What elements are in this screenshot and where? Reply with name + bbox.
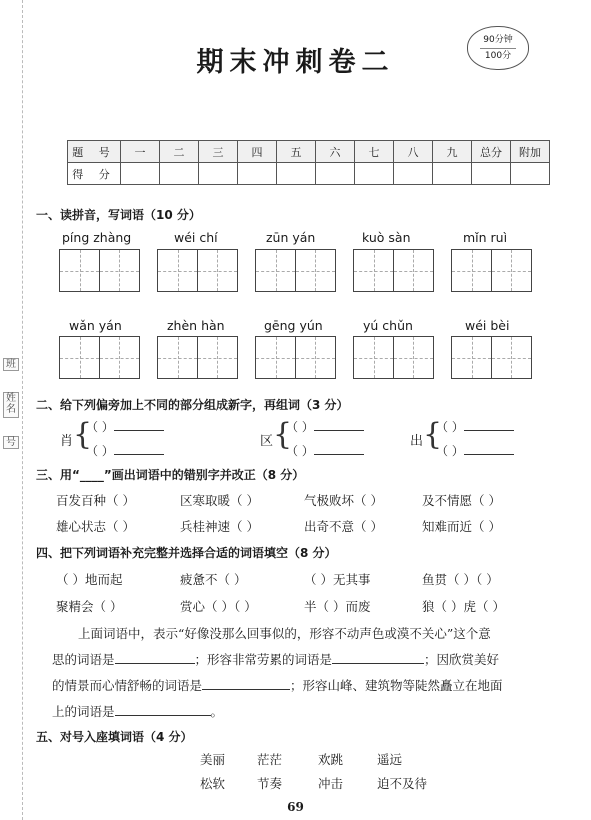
page-number: 69 — [287, 800, 304, 814]
score-col: 四 — [238, 141, 277, 163]
word-option: 松软 — [200, 776, 226, 791]
brace-icon: { — [273, 417, 293, 452]
score-table — [67, 140, 550, 185]
section-4-title: 四、把下列词语补充完整并选择合适的词语填空（8 分） — [36, 546, 337, 560]
radical: 出 — [410, 434, 424, 449]
fill-blank[interactable] — [115, 651, 195, 664]
answer-underline[interactable] — [114, 443, 164, 455]
score-input-cell[interactable] — [199, 163, 238, 185]
word-option: 冲击 — [318, 776, 344, 791]
idiom-item[interactable]: 雄心状志（ ） — [56, 519, 135, 534]
idiom-item[interactable]: 气极败坏（ ） — [304, 493, 383, 508]
score-row-label: 得 分 — [68, 163, 121, 185]
idiom-fill-item[interactable]: 狼（ ）虎（ ） — [422, 599, 505, 614]
section-2-title: 二、给下列偏旁加上不同的部分组成新字，再组词（3 分） — [36, 398, 349, 412]
writing-grid[interactable] — [451, 249, 532, 292]
word-option: 美丽 — [200, 752, 226, 767]
answer-underline[interactable] — [314, 443, 364, 455]
score-col: 九 — [433, 141, 472, 163]
pinyin-label: wéi bèi — [465, 318, 510, 333]
pinyin-label: kuò sàn — [362, 230, 411, 245]
writing-grid[interactable] — [255, 249, 336, 292]
answer-underline[interactable] — [314, 419, 364, 431]
score-input-cell[interactable] — [511, 163, 550, 185]
answer-line[interactable]: （ ） — [86, 418, 164, 435]
score-input-cell[interactable] — [238, 163, 277, 185]
idiom-fill-item[interactable]: 半（ ）而废 — [304, 599, 371, 614]
writing-grid[interactable] — [59, 336, 140, 379]
score-col: 六 — [316, 141, 355, 163]
score-input-cell[interactable] — [160, 163, 199, 185]
answer-underline[interactable] — [464, 419, 514, 431]
fill-blank[interactable] — [332, 651, 424, 664]
idiom-fill-item[interactable]: （ ）无其事 — [304, 572, 371, 587]
idiom-item[interactable]: 百发百种（ ） — [56, 493, 135, 508]
section-3-title: 三、用“____”画出词语中的错别字并改正（8 分） — [36, 468, 305, 482]
badge-time: 90分钟 — [483, 35, 513, 45]
score-input-cell[interactable] — [394, 163, 433, 185]
paragraph-line: 上面词语中，表示“好像没那么回事似的，形容不动声色或漠不关心”这个意 — [78, 626, 491, 641]
score-input-cell[interactable] — [355, 163, 394, 185]
score-col-extra: 附加 — [511, 141, 550, 163]
section-1-title: 一、读拼音，写词语（10 分） — [36, 208, 201, 222]
fill-blank[interactable] — [115, 703, 211, 716]
score-col: 七 — [355, 141, 394, 163]
pinyin-label: mǐn ruì — [463, 230, 508, 245]
word-option: 节奏 — [257, 776, 283, 791]
pinyin-label: píng zhàng — [62, 230, 132, 245]
time-score-badge — [467, 26, 529, 70]
brace-icon: { — [73, 417, 93, 452]
badge-score: 100分 — [484, 51, 512, 61]
pinyin-label: wǎn yán — [69, 318, 122, 333]
idiom-item[interactable]: 知难而近（ ） — [422, 519, 501, 534]
score-input-cell[interactable] — [433, 163, 472, 185]
writing-grid[interactable] — [451, 336, 532, 379]
answer-line[interactable]: （ ） — [286, 442, 364, 459]
idiom-fill-item[interactable]: 聚精会（ ） — [56, 599, 123, 614]
binding-mark: 班 — [3, 358, 19, 371]
answer-line[interactable]: （ ） — [436, 418, 514, 435]
word-option: 欢跳 — [318, 752, 344, 767]
binding-mark: 姓名 — [3, 392, 19, 418]
word-option: 茫茫 — [257, 752, 283, 767]
score-input-cell[interactable] — [277, 163, 316, 185]
answer-line[interactable]: （ ） — [436, 442, 514, 459]
idiom-fill-item[interactable]: 疲惫不（ ） — [180, 572, 247, 587]
word-option: 遥远 — [377, 752, 403, 767]
word-option: 迫不及待 — [377, 776, 428, 791]
answer-line[interactable]: （ ） — [86, 442, 164, 459]
pinyin-label: zūn yán — [266, 230, 316, 245]
idiom-item[interactable]: 及不情愿（ ） — [422, 493, 501, 508]
score-col: 三 — [199, 141, 238, 163]
page-title: 期末冲刺卷二 — [196, 47, 395, 78]
writing-grid[interactable] — [157, 249, 238, 292]
score-input-cell[interactable] — [121, 163, 160, 185]
fill-blank[interactable] — [202, 677, 290, 690]
writing-grid[interactable] — [59, 249, 140, 292]
pinyin-label: zhèn hàn — [167, 318, 225, 333]
pinyin-label: yú chǔn — [363, 318, 413, 333]
score-col: 八 — [394, 141, 433, 163]
idiom-item[interactable]: 区寒取暖（ ） — [180, 493, 259, 508]
radical: 区 — [260, 434, 274, 449]
paragraph-line: 的情景而心情舒畅的词语是 ；形容山峰、建筑物等陡然矗立在地面 — [52, 678, 503, 693]
score-table-header: 题 号 — [68, 141, 121, 163]
score-col: 二 — [160, 141, 199, 163]
idiom-fill-item[interactable]: （ ）地而起 — [56, 572, 123, 587]
writing-grid[interactable] — [157, 336, 238, 379]
pinyin-label: wéi chí — [174, 230, 218, 245]
writing-grid[interactable] — [255, 336, 336, 379]
brace-icon: { — [423, 417, 443, 452]
paragraph-line: 思的词语是 ；形容非常劳累的词语是 ；因欣赏美好 — [52, 652, 500, 667]
binding-mark: 号 — [3, 436, 19, 449]
idiom-item[interactable]: 出奇不意（ ） — [304, 519, 383, 534]
writing-grid[interactable] — [353, 249, 434, 292]
section-5-title: 五、对号入座填词语（4 分） — [36, 730, 193, 744]
score-col-total: 总分 — [472, 141, 511, 163]
score-col: 一 — [121, 141, 160, 163]
paragraph-line: 上的词语是 。 — [52, 704, 224, 719]
pinyin-label: gēng yún — [264, 318, 323, 333]
writing-grid[interactable] — [353, 336, 434, 379]
score-input-cell[interactable] — [472, 163, 511, 185]
idiom-fill-item[interactable]: 鱼贯（ ）（ ） — [422, 572, 499, 587]
score-col: 五 — [277, 141, 316, 163]
idiom-fill-item[interactable]: 赏心（ ）（ ） — [180, 599, 257, 614]
answer-underline[interactable] — [114, 419, 164, 431]
radical: 肖 — [60, 434, 74, 449]
score-input-cell[interactable] — [316, 163, 355, 185]
answer-line[interactable]: （ ） — [286, 418, 364, 435]
binding-margin — [0, 0, 23, 820]
answer-underline[interactable] — [464, 443, 514, 455]
idiom-item[interactable]: 兵桂神速（ ） — [180, 519, 259, 534]
